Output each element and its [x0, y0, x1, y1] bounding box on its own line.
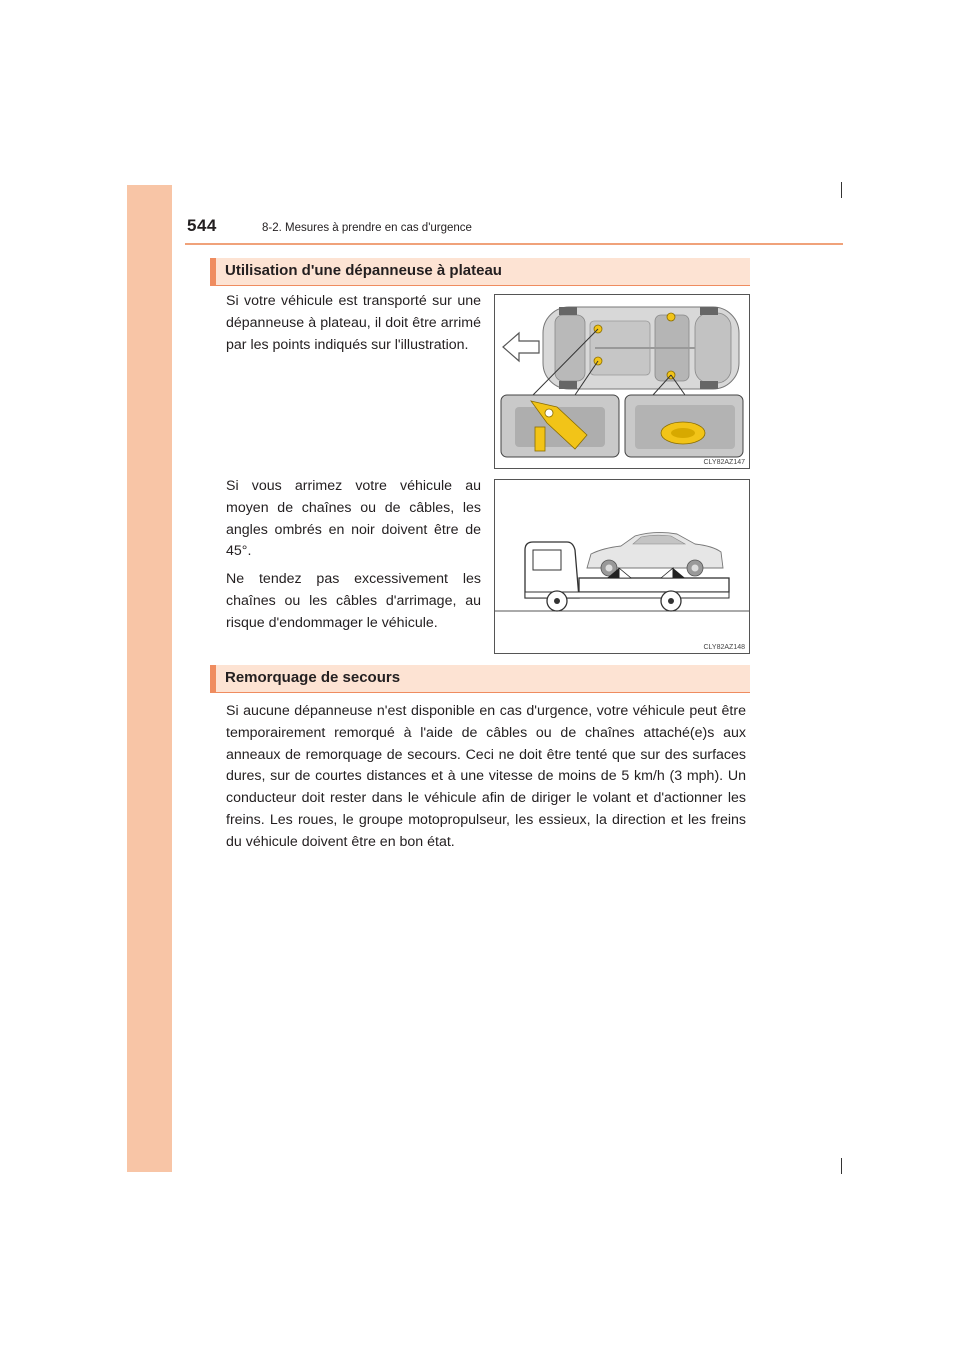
figure-code: CLY82AZ148 — [703, 644, 745, 651]
chain-angle-rear-right — [673, 568, 685, 578]
tie-down-points-figure — [494, 294, 750, 469]
flatbed-paragraph-1: Si votre véhicule est transporté sur une dépanneuse à plateau, il doit être arrimé par les points indiqués sur l'illustration. — [226, 293, 481, 353]
forward-arrow-icon — [503, 333, 539, 361]
emergency-towing-paragraph: Si aucune dépanneuse n'est disponible en cas d'urgence, votre véhicule peut être temporairement remorqué à l'aide de câbles ou de chaînes attaché(e)s aux anneaux de remorquage de secours. Ceci ne doit être tenté que sur des surfaces dures, sur de courtes distances et à une vitesse de moins de 5 km/h (3 mph). Un conducteur doit rester dans le véhicule afin de diriger le volant et d'actionner les freins. Les roues, le groupe motopropulseur, les essieux, la direction et les freins du véhicule doivent être en bon état. — [226, 703, 746, 850]
truck-flatbed — [579, 578, 729, 592]
flatbed-paragraph-2: Si vous arrimez votre véhicule au moyen de chaînes ou de câbles, les angles ombrés en noir doivent être de 45°. — [226, 478, 481, 560]
section-heading-flatbed — [210, 258, 750, 286]
figure-code: CLY82AZ147 — [703, 459, 745, 466]
section-heading-text: Utilisation d'une dépanneuse à plateau — [225, 262, 502, 279]
tie-down-diagram — [495, 295, 749, 468]
crop-mark-bottom — [841, 1158, 842, 1174]
section-heading-emergency-towing — [210, 665, 750, 693]
chapter-title: 8-2. Mesures à prendre en cas d'urgence — [262, 222, 472, 234]
side-tab-strip — [127, 185, 172, 1172]
header-rule — [185, 243, 843, 245]
crop-mark-top — [841, 182, 842, 198]
section-heading-text: Remorquage de secours — [225, 669, 401, 686]
flatbed-truck-figure — [494, 479, 750, 654]
flatbed-paragraph-3: Ne tendez pas excessivement les chaînes ou les câbles d'arrimage, au risque d'endommager le véhicule. — [226, 571, 481, 631]
flatbed-truck-diagram — [495, 480, 749, 653]
page-number: 544 — [187, 216, 217, 235]
tie-down-point-rear-left — [667, 313, 675, 321]
